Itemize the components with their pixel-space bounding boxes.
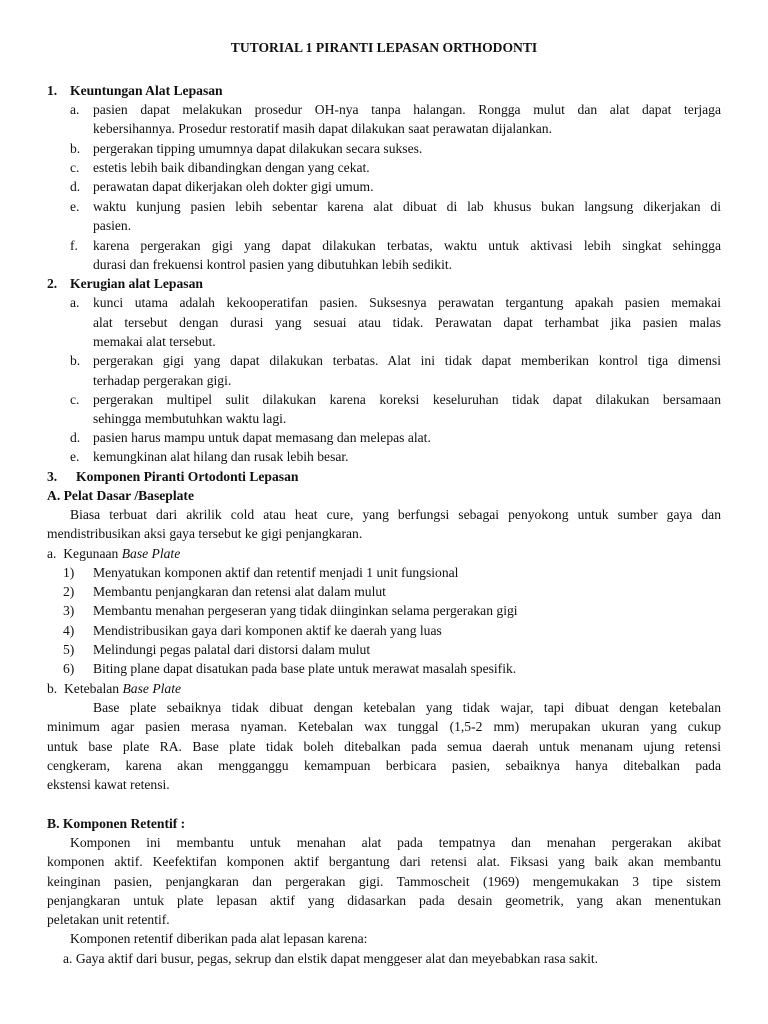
paragraph-line: a. Gaya aktif dari busur, pegas, sekrup dan elstik dapat menggeser alat dan meyebabkan rasa sakit. — [63, 951, 599, 966]
list-item-text: karena pergerakan gigi yang dapat dilakukan terbatas, waktu untuk aktivasi lebih singkat sehingga — [93, 238, 721, 253]
numbered-item-number: 1) — [63, 565, 75, 580]
ketebalan-prefix: b. Ketebalan — [47, 681, 123, 696]
paragraph-line: Komponen retentif diberikan pada alat lepasan karena: — [70, 931, 368, 946]
paragraph-line: komponen aktif. Keefektifan komponen aktif bergantung dari retensi alat. Fiksasi yang baik akan membantu — [47, 854, 721, 869]
paragraph-line: mendistribusikan aksi gaya tersebut ke gigi penjangkaran. — [47, 526, 363, 541]
numbered-item-text: Menyatukan komponen aktif dan retentif menjadi 1 unit fungsional — [93, 565, 459, 580]
list-item-letter: a. — [70, 102, 80, 117]
numbered-item-text: Membantu menahan pergeseran yang tidak diinginkan selama pergerakan gigi — [93, 603, 518, 618]
list-item-letter: f. — [70, 238, 78, 253]
list-item-text: durasi dan frekuensi kontrol pasien yang dibutuhkan lebih sedikit. — [93, 257, 453, 272]
numbered-item-text: Mendistribusikan gaya dari komponen aktif ke daerah yang luas — [93, 623, 442, 638]
kegunaan-prefix: a. Kegunaan — [47, 546, 122, 561]
list-item-letter: a. — [70, 295, 80, 310]
list-item-letter: b. — [70, 353, 81, 368]
list-item-text: waktu kunjung pasien lebih sebentar karena alat dibuat di lab khusus bukan langsung dikerjakan di — [93, 199, 721, 214]
ketebalan-heading — [47, 679, 181, 698]
kegunaan-italic: Base Plate — [121, 546, 181, 561]
ketebalan-italic: Base Plate — [122, 681, 182, 696]
paragraph-line: Biasa terbuat dari akrilik cold atau heat cure, yang berfungsi sebagai penyokong untuk sumber gaya dan — [70, 507, 721, 522]
paragraph-line: Komponen ini membantu untuk menahan alat pada tempatnya dan menahan pergerakan akibat — [70, 835, 721, 850]
document-title: TUTORIAL 1 PIRANTI LEPASAN ORTHODONTI — [230, 40, 538, 55]
paragraph-line: minimum agar pasien merasa nyaman. Ketebalan wax tunggal (1,5-2 mm) merupakan ukuran yang cukup — [47, 719, 721, 734]
list-item-letter: c. — [70, 160, 80, 175]
list-item-text: pergerakan gigi yang dapat dilakukan terbatas. Alat ini tidak dapat memberikan kontrol tiga dimensi — [93, 353, 721, 368]
list-item-text: perawatan dapat dikerjakan oleh dokter gigi umum. — [93, 179, 374, 194]
list-item-text: pasien. — [93, 218, 132, 233]
numbered-item-text: Melindungi pegas palatal dari distorsi dalam mulut — [93, 642, 371, 657]
paragraph-line: peletakan unit retentif. — [47, 912, 170, 927]
subsection-b-heading: B. Komponen Retentif : — [47, 816, 186, 831]
paragraph-line: ekstensi kawat retensi. — [47, 777, 170, 792]
numbered-item-number: 4) — [63, 623, 75, 638]
section-3-number: 3. — [47, 469, 58, 484]
list-item-text: memakai alat tersebut. — [93, 334, 216, 349]
list-item-text: pergerakan tipping umumnya dapat dilakukan secara sukses. — [93, 141, 423, 156]
section-1-number: 1. — [47, 83, 58, 98]
list-item-letter: d. — [70, 179, 81, 194]
numbered-item-number: 6) — [63, 661, 75, 676]
numbered-item-text: Biting plane dapat disatukan pada base plate untuk merawat masalah spesifik. — [93, 661, 517, 676]
list-item-text: alat tersebut dengan durasi yang sesuai atau tidak. Perawatan dapat terhambat jika pasien malas — [93, 315, 721, 330]
paragraph-line: cengkeram, karena akan mengganggu kemampuan berbicara pasien, sebaiknya hanya ditebalkan pada — [47, 758, 721, 773]
paragraph-line: Base plate sebaiknya tidak dibuat dengan ketebalan yang tidak wajar, tapi dibuat dengan ketebalan — [93, 700, 721, 715]
list-item-letter: e. — [70, 199, 80, 214]
list-item-text: terhadap pergerakan gigi. — [93, 373, 232, 388]
list-item-letter: d. — [70, 430, 81, 445]
numbered-item-text: Membantu penjangkaran dan retensi alat dalam mulut — [93, 584, 386, 599]
list-item-letter: c. — [70, 392, 80, 407]
section-2-heading: Kerugian alat Lepasan — [70, 276, 203, 291]
list-item-text: pasien harus mampu untuk dapat memasang dan melepas alat. — [93, 430, 431, 445]
list-item-letter: e. — [70, 449, 80, 464]
section-2-number: 2. — [47, 276, 58, 291]
paragraph-line: penjangkaran untuk plate lepasan aktif yang didasarkan pada desain geometrik, yang akan menentukan — [47, 893, 721, 908]
section-3-heading: Komponen Piranti Ortodonti Lepasan — [76, 469, 299, 484]
list-item-text: estetis lebih baik dibandingkan dengan yang cekat. — [93, 160, 370, 175]
list-item-text: kunci utama adalah kekooperatifan pasien. Suksesnya perawatan tergantung apakah pasien memakai — [93, 295, 721, 310]
list-item-text: sehingga membutuhkan waktu lagi. — [93, 411, 287, 426]
list-item-text: pergerakan multipel sulit dilakukan karena koreksi keseluruhan tidak dapat dilakukan bersamaan — [93, 392, 721, 407]
paragraph-line: keinginan pasien, penjangkaran dan pergerakan gigi. Tammoscheit (1969) mengemukakan 3 tipe sistem — [47, 874, 721, 889]
list-item-text: kebersihannya. Prosedur restoratif masih dapat dilakukan saat perawatan dijalankan. — [93, 121, 553, 136]
list-item-text: kemungkinan alat hilang dan rusak lebih besar. — [93, 449, 349, 464]
numbered-item-number: 5) — [63, 642, 75, 657]
numbered-item-number: 3) — [63, 603, 75, 618]
list-item-letter: b. — [70, 141, 81, 156]
subsection-a-heading: A. Pelat Dasar /Baseplate — [47, 488, 194, 503]
kegunaan-heading — [47, 544, 180, 563]
section-1-heading: Keuntungan Alat Lepasan — [70, 83, 223, 98]
paragraph-line: untuk base plate RA. Base plate tidak boleh ditebalkan pada semua daerah untuk menanam ujung retensi — [47, 739, 721, 754]
list-item-text: pasien dapat melakukan prosedur OH-nya tanpa halangan. Rongga mulut dan alat dapat terjaga — [93, 102, 721, 117]
numbered-item-number: 2) — [63, 584, 75, 599]
